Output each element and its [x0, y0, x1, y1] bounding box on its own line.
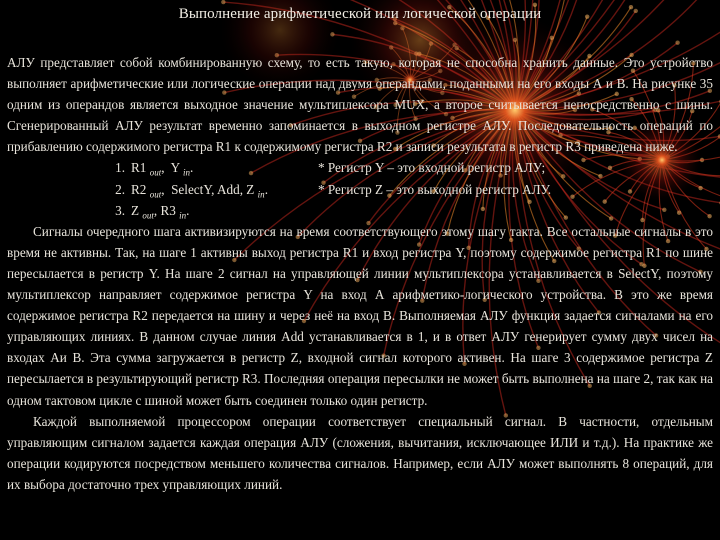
step-item — [7, 179, 713, 200]
step-number: 2. — [115, 181, 125, 197]
step-item — [7, 157, 713, 178]
paragraph-operations: Каждой выполняемой процессором операции соответствует специальный сигнал. В частности, отдельным управляющим сигналом задается каждая операция АЛУ (сложения, вычитания, исключающее ИЛИ и т.д.). На практике же операции кодируются посредством меньшего количества сигналов. Например, если АЛУ может выполнять 8 операций, для их выбора достаточно трех управляющих линий. — [7, 413, 713, 492]
step-operation: R1 $_{out}$, Y $_{in}$. — [131, 160, 194, 179]
slide-title: Выполнение арифметической или логической операции — [178, 6, 542, 22]
step-number: 1. — [115, 160, 125, 176]
step-number: 3. — [115, 202, 125, 218]
step-item — [7, 200, 713, 221]
paragraph-intro: АЛУ представляет собой комбинированную схему, то есть такую, которая не способна хранить данные. Это устройство выполняет арифметические или логические операции над двумя операндами, поданными на его входы А и В. На рисунке 35 одним из операндов является выходное значение мультиплексора MUX, а второе считывается непосредственно с шины. Сгенерированный АЛУ результат временно запоминается в выходном регистре АЛУ. Последовательность операций по прибавлению содержимого регистра R1 к содержимому регистра R2 и записи результата в регистр R3 приведена ниже. — [7, 55, 713, 155]
steps-list — [7, 157, 713, 220]
step-operation: Z $_{out}$, R3 $_{in}$. — [131, 202, 190, 221]
step-operation: R2 $_{out}$, SelectY, Add, Z $_{in}$. — [131, 181, 268, 200]
paragraph-signals: Сигналы очередного шага активизируются на время соответствующего этому шагу такта. Все остальные сигналы в это время не активны. Так, на шаге 1 активны выход регистра R1 и вход регистра Y, поэтому содержимое регистра R1 по шине пересылается в регистр Y. На шаге 2 сигнал на управляющей линии мультиплексора устанавливается в SelectY, поэтому мультиплексор направляет содержимое регистра Y на вход А арифметико-логического устройства. В это же время содержимое регистра R2 передается на шину и через неё на вход В. Выполняемая АЛУ функция задается сигналами на его управляющих линиях. В данном случае линия Add устанавливается в 1, и в ответ АЛУ генерирует сумму двух чисел на входах Аи В. Эта сумма загружается в регистр Z, входной сигнал которого активен. На шаге 3 содержимое регистра Z пересылается в результирующий регистр R3. Последняя операция пересылки не может быть выполнена на шаге 2, так как на одном тактовом цикле с шиной может быть соединен только один регистр. — [7, 223, 713, 408]
step-note: * Регистр Y – это входной регистр АЛУ; — [318, 160, 546, 176]
step-note — [318, 200, 713, 221]
step-note: * Регистр Z – это выходной регистр АЛУ. — [318, 181, 552, 197]
slide-content — [7, 52, 713, 495]
